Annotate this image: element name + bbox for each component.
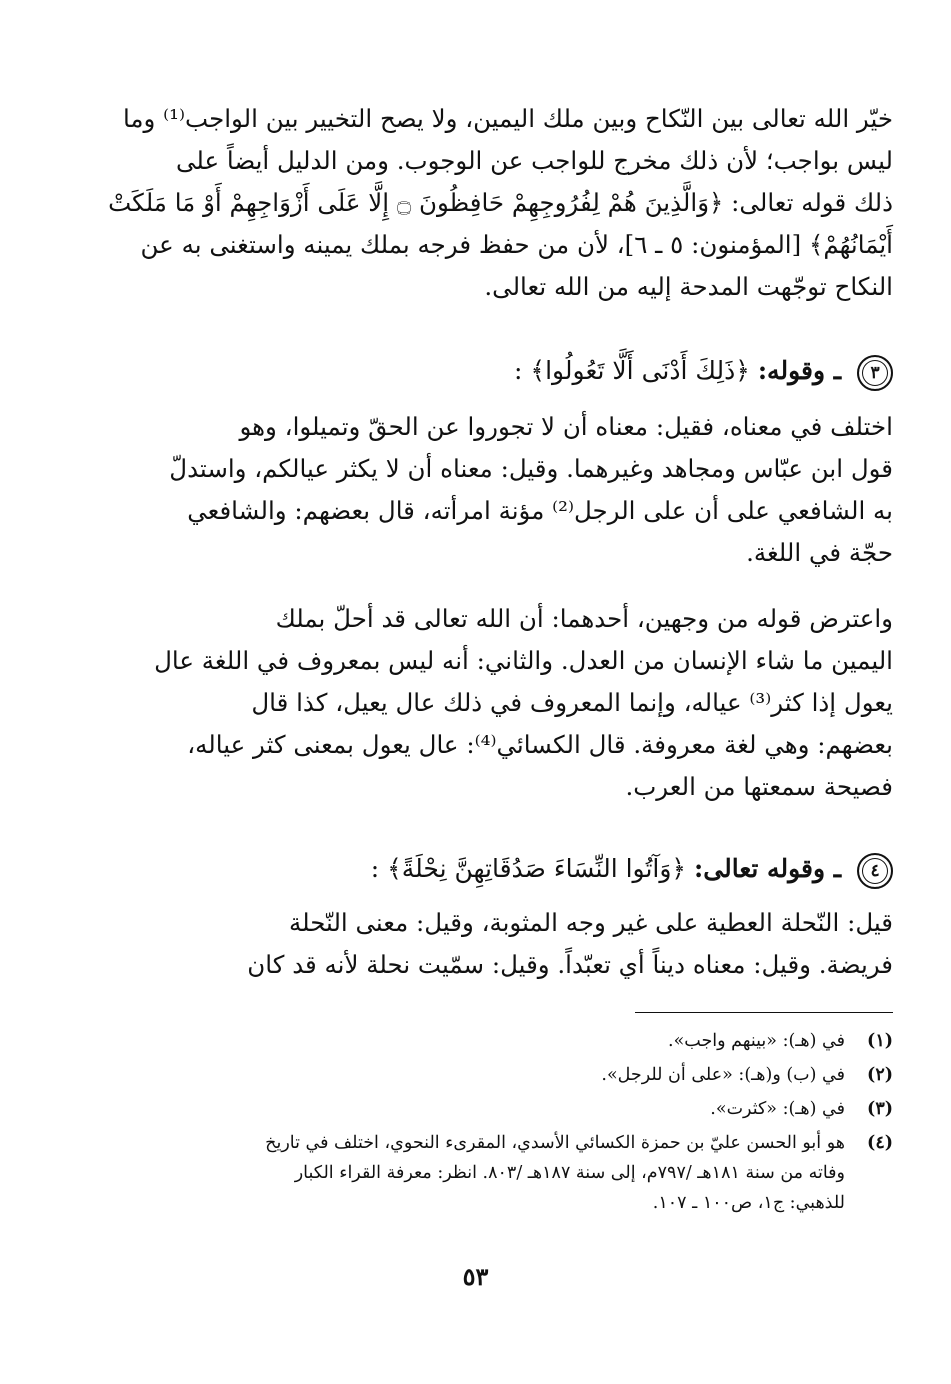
paragraph-1 [108, 98, 893, 308]
heading-verse: ﴿وَآتُوا النِّسَاءَ صَدُقَاتِهِنَّ نِحْلَةً﴾ : [370, 854, 687, 883]
paragraph-line: اختلف في معناه، فقيل: معناه أن لا تجوروا عن الحقّ وتميلوا، وهو [239, 412, 893, 441]
paragraph-line: بعضهم: وهي لغة معروفة. قال الكسائي⁽⁴⁾: عال يعول بمعنى كثر عياله، [187, 730, 893, 759]
footnote-number: (١) [867, 1031, 893, 1051]
paragraph-line: ذلك قوله تعالى: ﴿وَالَّذِينَ هُمْ لِفُرُوجِهِمْ حَافِظُونَ ۝ إِلَّا عَلَى أَزْوَاجِهِمْ أَوْ مَا مَلَكَتْ [108, 188, 893, 217]
paragraph-line: فريضة. وقيل: معناه ديناً أي تعبّداً. وقيل: سمّيت نحلة لأنه قد كان [247, 950, 893, 979]
footnote [150, 1128, 893, 1218]
footnote-number: (٢) [867, 1065, 893, 1085]
paragraph-line: يعول إذا كثر⁽³⁾ عياله، وإنما المعروف في ذلك عال يعيل، كذا قال [251, 688, 893, 717]
paragraph-2 [150, 406, 893, 574]
footnote [150, 1026, 893, 1056]
footnote-text: للذهبي: ج١، ص١٠٠ ـ ١٠٧. [652, 1193, 845, 1213]
footnote-text: وفاته من سنة ١٨١هـ /٧٩٧م، إلى سنة ١٨٧هـ /٨٠٣. انظر: معرفة القراء الكبار [294, 1163, 845, 1183]
section-heading-3 [150, 350, 893, 392]
paragraph-line: حجّة في اللغة. [746, 538, 893, 567]
paragraph-line: خيّر الله تعالى بين النّكاح وبين ملك اليمين، ولا يصح التخيير بين الواجب⁽¹⁾ وما [122, 104, 893, 133]
section-heading-4 [150, 848, 893, 890]
paragraph-4 [150, 902, 893, 986]
paragraph-line: فصيحة سمعتها من العرب. [625, 772, 893, 801]
footnote-number: (٣) [867, 1099, 893, 1119]
footnote-text: هو أبو الحسن عليّ بن حمزة الكسائي الأسدي، المقرىء النحوي، اختلف في تاريخ [265, 1133, 845, 1153]
heading-label: ـ وقوله تعالى: [694, 854, 842, 883]
paragraph-line: واعترض قوله من وجهين، أحدهما: أن الله تعالى قد أحلّ بملك [275, 604, 893, 633]
heading-verse: ﴿ذَلِكَ أَدْنَى أَلَّا تَعُولُوا﴾ : [514, 356, 750, 385]
paragraph-line: أَيْمَانُهُمْ﴾ [المؤمنون: ٥ ـ ٦]، لأن من حفظ فرجه بملك يمينه واستغنى به عن [140, 230, 893, 259]
paragraph-line: قيل: النّحلة العطية على غير وجه المثوبة، وقيل: معنى النّحلة [288, 908, 893, 937]
paragraph-line: ليس بواجب؛ لأن ذلك مخرج للواجب عن الوجوب. ومن الدليل أيضاً على [175, 146, 893, 175]
footnote [150, 1060, 893, 1090]
paragraph-line: النكاح توجّهت المدحة إليه من الله تعالى. [484, 272, 893, 301]
heading-label: ـ وقوله: [757, 356, 842, 385]
paragraph-line: اليمين ما شاء الإنسان من العدل. والثاني: أنه ليس بمعروف في اللغة عال [154, 646, 893, 675]
footnote-text: في (هـ): «كثرت». [710, 1099, 845, 1119]
footnote-number: (٤) [867, 1133, 893, 1153]
verse-number-badge: ٣ [857, 355, 893, 391]
footnote-text: في (هـ): «بينهم واجب». [668, 1031, 845, 1051]
footnote [150, 1094, 893, 1124]
verse-number-badge: ٤ [857, 853, 893, 889]
footnote-text: في (ب) و(هـ): «على أن للرجل». [601, 1065, 845, 1085]
paragraph-line: به الشافعي على أن على الرجل⁽²⁾ مؤنة امرأته، قال بعضهم: والشافعي [187, 496, 893, 525]
page-number: ٥٣ [462, 1262, 489, 1291]
footnote-divider [635, 1012, 893, 1013]
paragraph-line: قول ابن عبّاس ومجاهد وغيرهما. وقيل: معناه أن لا يكثر عيالكم، واستدلّ [169, 454, 893, 483]
paragraph-3 [150, 598, 893, 808]
footnotes [150, 1026, 893, 1222]
